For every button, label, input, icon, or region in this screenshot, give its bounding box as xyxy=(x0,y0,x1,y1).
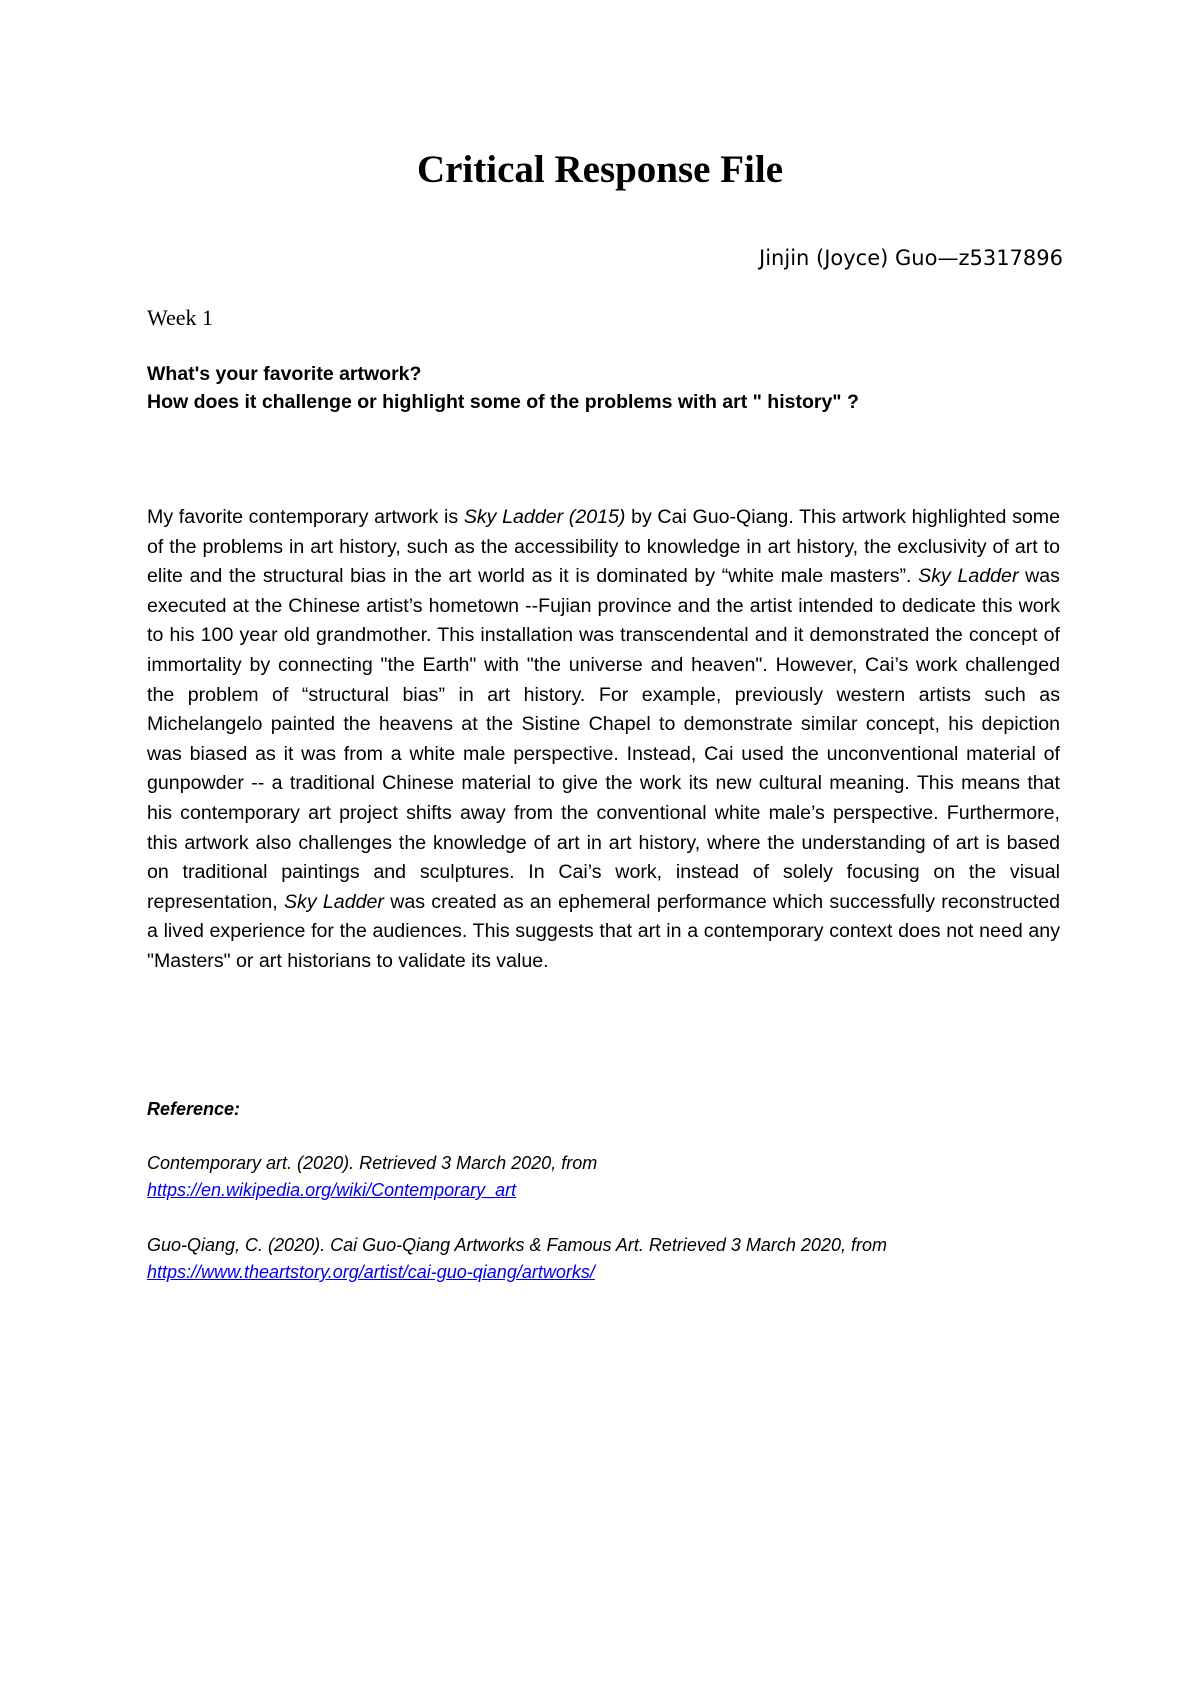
author-line: Jinjin (Joyce) Guo—z5317896 xyxy=(759,246,1063,270)
document-title: Critical Response File xyxy=(416,148,784,191)
body-text-3: was executed at the Chinese artist’s hometown --Fujian province and the artist intended to dedicate this work to his 100 year old grandmother. This installation was transcendental and it demonstrated the concept of immortality by connecting "the Earth" with "the universe and heaven". However, Cai’s work challenged the problem of “structural bias” in art history. For example, previously western artists such as Michelangelo painted the heavens at the Sistine Chapel to demonstrate similar concept, his depiction was biased as it was from a white male perspective. Instead, Cai used the unconventional material of gunpowder -- a traditional Chinese material to give the work its new cultural meaning. This means that his contemporary art project shifts away from the conventional white male’s perspective. Furthermore, this artwork also challenges the knowledge of art in art history, where the understanding of art is based on traditional paintings and sculptures. In Cai’s work, instead of solely focusing on the visual representation, xyxy=(147,565,1060,913)
artwork-title-2: Sky Ladder xyxy=(918,565,1019,588)
prompt-questions xyxy=(147,360,859,416)
question-1: What's your favorite artwork? xyxy=(147,363,422,385)
reference-item xyxy=(147,1232,1067,1286)
reference-item xyxy=(147,1150,1067,1204)
body-text-2: by Cai Guo-Qiang. This artwork highlighted some of the problems in art history, such as the accessibility to knowledge in art history, the exclusivity of art to elite and the structural bias in the art world as it is dominated by “white male masters”. xyxy=(147,506,1060,588)
reference-text: Contemporary art. (2020). Retrieved 3 March 2020, from xyxy=(147,1153,598,1173)
body-text-4: was created as an ephemeral performance which successfully reconstructed a lived experience for the audiences. This suggests that art in a contemporary context does not need any "Masters" or art historians to validate its value. xyxy=(147,890,1061,972)
body-text-1: My favorite contemporary artwork is xyxy=(147,506,464,528)
week-label: Week 1 xyxy=(147,305,214,330)
question-2: How does it challenge or highlight some of the problems with art " history" ? xyxy=(147,391,859,413)
artwork-title-3: Sky Ladder xyxy=(283,890,384,913)
response-paragraph xyxy=(147,503,1060,977)
reference-link[interactable]: https://www.theartstory.org/artist/cai-guo-qiang/artworks/ xyxy=(147,1262,595,1282)
reference-text: Guo-Qiang, C. (2020). Cai Guo-Qiang Artworks & Famous Art. Retrieved 3 March 2020, from xyxy=(147,1235,887,1255)
reference-link[interactable]: https://en.wikipedia.org/wiki/Contemporary_art xyxy=(147,1180,517,1200)
artwork-title-1: Sky Ladder (2015) xyxy=(463,506,626,528)
reference-heading: Reference: xyxy=(147,1099,241,1119)
